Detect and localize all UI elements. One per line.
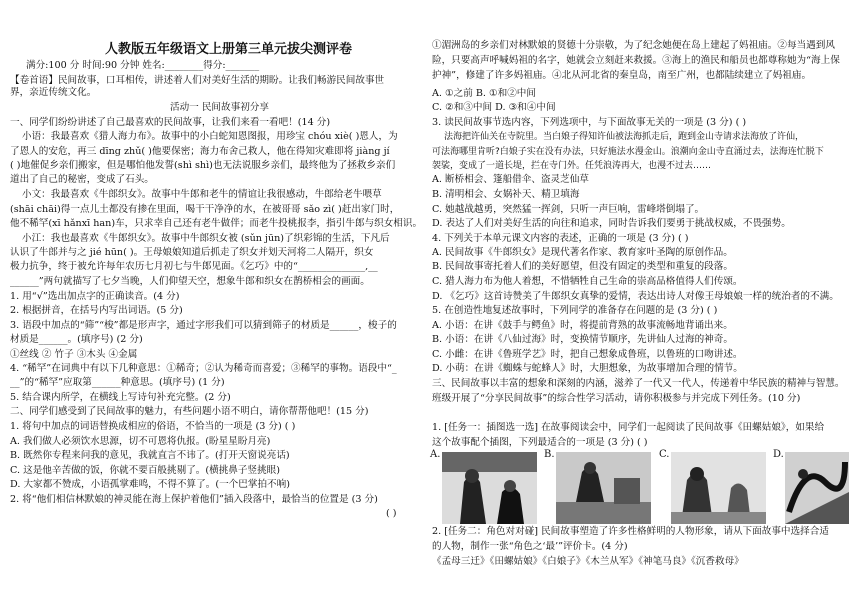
right-text-line: 《孟母三迁》《田螺姑娘》《白娘子》《木兰从军》《神笔马良》《沉香救母》 bbox=[432, 556, 744, 567]
left-text-line: 1. 将句中加点的词语替换成相应的俗语，不恰当的一项是 (3 分) ( ) bbox=[10, 421, 296, 432]
left-text-line: 1. 用“√”选出加点字的正确读音。(4 分) bbox=[10, 291, 180, 302]
right-text-line: 这个故事配个插图，下列最适合的一项是 (3 分) ( ) bbox=[432, 437, 648, 448]
left-text-line: 3. 语段中加点的“筛”“梭”都是形声字，通过字形我们可以猜到筛子的材质是______，梭子的 bbox=[10, 320, 397, 331]
left-text-line: 材质是______。(填序号) (2 分) bbox=[10, 334, 143, 345]
illustration-a[interactable] bbox=[442, 452, 537, 524]
right-text-line: 4. 下列关于本单元课文内容的表述，正确的一项是 (3 分) ( ) bbox=[432, 233, 689, 244]
right-text-line: 班级开展了“分享民间故事”的综合性学习活动，请你积极参与并完成下列任务。(10 分) bbox=[432, 393, 801, 404]
left-text-line: 他不稀罕(xī hǎnxī han)车，只求幸自己还有老牛做伴；而老牛投桃报李，指引牛郎与织女相识。 bbox=[10, 218, 423, 229]
right-text-line: C. 小雌：在讲《鲁班学艺》时，把自己想象成鲁班，以鲁班的口吻讲述。 bbox=[432, 349, 743, 360]
left-text-line: C. 这是他辛苦做的饭，你就不要百般挑剔了。(横挑鼻子竖挑眼) bbox=[10, 465, 281, 476]
right-text-line: A. 断桥相会、篷船借伞、盗灵芝仙草 bbox=[432, 174, 589, 185]
left-text-line: 5. 结合课内所学，在横线上写诗句补充完整。(2 分) bbox=[10, 392, 231, 403]
right-text-line: A. 民间故事《牛郎织女》是现代著名作家、教育家叶圣陶的原创作品。 bbox=[432, 247, 733, 258]
left-text-line: 二、同学们感受到了民间故事的魅力，有些问题小语不明白，请你帮帮他吧！(15 分) bbox=[10, 406, 369, 417]
left-text-line: ( ) bbox=[386, 508, 397, 519]
left-text-line: (shāi chāi)得一点儿土都没有掺在里面，喝干干净净的水，在被哥哥 sǎo zì( )赶出家门时， bbox=[10, 204, 400, 215]
pic-label-c: C. bbox=[659, 449, 670, 460]
illustration-c[interactable] bbox=[671, 452, 766, 524]
left-text-line: ______”两句就描写了七夕当晚，人们仰望天空，想象牛郎和织女在鹊桥相会的画面。 bbox=[10, 276, 370, 287]
right-text-line: C. ②和③中间 D. ③和④中间 bbox=[432, 102, 556, 113]
exam-title: 人教版五年级语文上册第三单元拔尖测评卷 bbox=[105, 42, 353, 57]
pic-label-d: D. bbox=[773, 449, 784, 460]
illustration-d[interactable] bbox=[785, 452, 849, 524]
pic-label-a: A. bbox=[430, 449, 441, 460]
left-text-line: 小江：我也最喜欢《牛郎织女》。故事中牛郎织女被 (sǔn jūn)了织彩锦的生活，下凡后 bbox=[22, 233, 390, 244]
right-text-line: A. ①之前 B. ①和②中间 bbox=[432, 88, 536, 99]
right-text-line: ①湄洲岛的乡亲们对林默娘的贤德十分崇敬，为了纪念她便在岛上建起了妈祖庙。②每当遇到风 bbox=[432, 40, 835, 51]
left-text-line: 界，亲近传统文化。 bbox=[10, 87, 97, 98]
left-text-line: 2. 根据拼音，在括号内写出词语。(5 分) bbox=[10, 305, 183, 316]
left-text-line: A. 我们做人必须饮水思源，切不可恩将仇报。(盼星星盼月亮) bbox=[10, 436, 271, 447]
left-text-line: 4. “稀罕”在词典中有以下几种意思：①稀奇；②认为稀奇而喜爱；③稀罕的事物。语段中“_ bbox=[10, 363, 397, 374]
left-text-line: 【卷首语】民间故事，口耳相传，讲述着人们对美好生活的期盼。让我们畅游民间故事世 bbox=[10, 75, 385, 86]
right-text-line: 三、民间故事以丰富的想象和深刻的内涵，滋养了一代又一代人，传递着中华民族的精神与智慧。 bbox=[432, 378, 845, 389]
right-text-line: 可法海哪里肯听?白娘子实在没有办法，只好施法水漫金山。浪潮向金山寺直涌过去，法海连忙脱下 bbox=[432, 147, 824, 157]
right-text-line: C. 猎人海力布为他人着想，不惜牺牲自己生命的崇高品格值得人们传颂。 bbox=[432, 276, 743, 287]
right-text-line: A. 小语：在讲《鼓手与鳄鱼》时，将提前背熟的故事流畅地背诵出来。 bbox=[432, 320, 733, 331]
right-text-line: 2. [任务二：角色对对碰] 民间故事塑造了许多性格鲜明的人物形象，请从下面故事中选择合适 bbox=[432, 526, 829, 537]
left-text-line: 认识了牛郎并与之 jié hūn( )。王母娘娘知道后抓走了织女并划天河将二人隔开，织女 bbox=[10, 247, 374, 258]
left-text-line: ( )地催促乡亲们搬家，但是哪怕他发誓(shì shì)也无法说服乡亲们，最终他为了拯救乡亲们 bbox=[10, 160, 396, 171]
left-text-line: 2. 将“他们相信林默娘的神灵能在海上保护着他们”插入段落中，最恰当的位置是 (3 分) bbox=[10, 494, 378, 505]
left-text-line: __”的“稀罕”应取第______种意思。(填序号) (1 分) bbox=[10, 377, 225, 388]
left-text-line: 小文：我最喜欢《牛郎织女》。故事中牛郎和老牛的情谊让我很感动，牛郎给老牛喂草 bbox=[22, 189, 382, 200]
right-text-line: B. 民间故事寄托着人们的美好愿望，但没有固定的类型和重复的段落。 bbox=[432, 261, 733, 272]
right-text-line: 3. 读民间故事节选内容，下列选项中，与下面故事无关的一项是 (3 分) ( ) bbox=[432, 117, 747, 128]
pic-label-b: B. bbox=[544, 449, 555, 460]
left-text-line: 道出了自己的秘密，变成了石头。 bbox=[10, 174, 154, 185]
right-text-line: 1. [任务一：插图选一选] 在故事阅读会中，同学们一起阅读了民间故事《田螺姑娘》，如果给 bbox=[432, 422, 825, 433]
exam-meta: 满分:100 分 时间:90 分钟 姓名:________得分:_______ bbox=[26, 60, 260, 71]
left-text-line: 一、同学们纷纷讲述了自己最喜欢的民间故事，让我们来看一看吧！(14 分) bbox=[10, 117, 331, 128]
right-text-line: 5. 在创造性地复述故事时，下列同学的准备存在问题的是 (3 分) ( ) bbox=[432, 305, 718, 316]
right-text-line: D. 小萌：在讲《蜘蛛与蛇蜂人》时，大胆想象，为故事增加合理的情节。 bbox=[432, 363, 743, 374]
right-text-line: 袈裟，变成了一道长堤，拦在寺门外。任凭浪涛再大，也漫不过去…… bbox=[432, 161, 712, 171]
right-text-line: D. 《乞巧》这首诗赞美了牛郎织女真挚的爱情，表达出诗人对像王母娘娘一样的统治者的不满。 bbox=[432, 291, 839, 302]
right-text-line: 法海把许仙关在寺院里。当白娘子得知许仙被法海抓走后，跑到金山寺请求法海放了许仙， bbox=[444, 132, 805, 142]
right-text-line: 险，只要高声呼喊妈祖的名字，她就会立刻赶来救援。③海上的渔民和船员也都尊称她为“海上保 bbox=[432, 55, 840, 66]
left-text-line: ①丝线 ② 竹子 ③木头 ④金属 bbox=[10, 349, 138, 360]
section-heading: 活动一 民间故事初分享 bbox=[170, 102, 269, 113]
left-text-line: 了恩人的安危，再三 dīng zhǔ( )他要保密；海力布舍己救人，他在得知灾难即将 jiàng jí bbox=[10, 146, 390, 157]
left-text-line: 极力抗争，终于被允许每年农历七月初七与牛郎见面。《乞巧》中的“______________,__ bbox=[10, 261, 378, 272]
left-text-line: 小语：我最喜欢《猎人海力布》。故事中的小白蛇知恩图报，用珍宝 chóu xiè( )恩人，为 bbox=[22, 131, 398, 142]
right-text-line: D. 表达了人们对美好生活的向往和追求，同时告诉我们要勇于挑战权威，不畏强势。 bbox=[432, 218, 791, 229]
right-text-line: C. 她越战越勇，突然猛一挥剑，只听一声巨响，雷峰塔倒塌了。 bbox=[432, 204, 705, 215]
left-text-line: D. 大家都不赞成，小语孤掌难鸣，不得不算了。(一个巴掌拍不响) bbox=[10, 479, 290, 490]
left-text-line: B. 既然你专程来问我的意见，我就直言不讳了。(打开天窗说亮话) bbox=[10, 450, 290, 461]
right-text-line: B. 清明相会、女娲补天、精卫填海 bbox=[432, 189, 580, 200]
illustration-b[interactable] bbox=[556, 452, 651, 524]
right-text-line: 的人物，制作一张“角色之‘最’”评价卡。(4 分) bbox=[432, 541, 628, 552]
right-text-line: B. 小语：在讲《八仙过海》时，变换情节顺序，先讲仙人过海的神奇。 bbox=[432, 334, 733, 345]
right-text-line: 护神”，修建了许多妈祖庙。④北从河北省的秦皇岛，南至广州，也都陆续建立了妈祖庙。 bbox=[432, 70, 812, 81]
